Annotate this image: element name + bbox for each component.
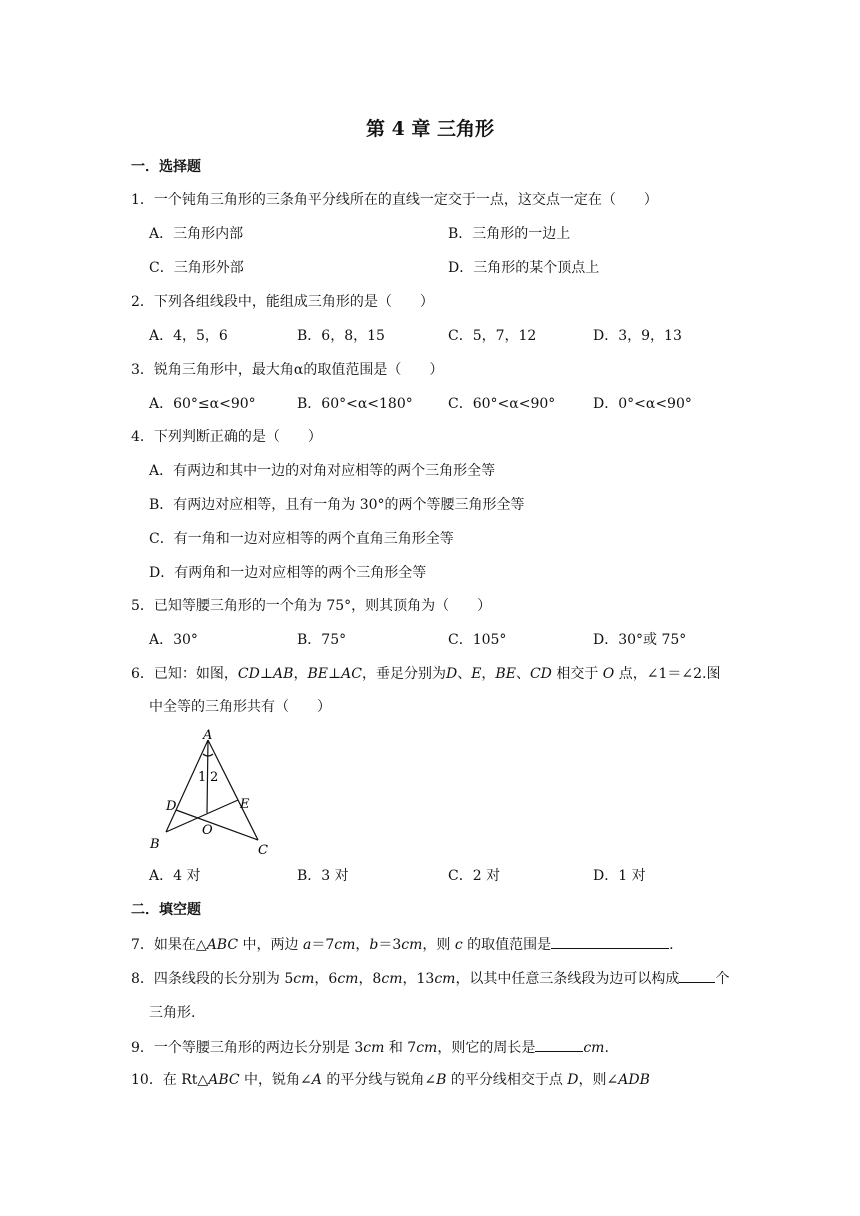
question-6-triangle-figure	[140, 726, 280, 858]
question-6-option-b: B．3 对	[297, 868, 349, 884]
answer-blank	[551, 934, 669, 949]
vertex-b-label: B	[150, 837, 160, 852]
point-d-label: D	[166, 799, 177, 814]
question-1-option-c: C．三角形外部	[149, 260, 244, 276]
section-choice-heading: 一．选择题	[131, 159, 201, 175]
segment-ab	[166, 740, 208, 832]
question-5-option-d: D．30°或 75°	[593, 632, 687, 648]
vertex-a-label: A	[203, 728, 213, 743]
section-fill-heading: 二．填空题	[131, 902, 201, 918]
question-5-option-b: B．75°	[297, 632, 347, 648]
answer-blank	[535, 1037, 583, 1052]
question-4-option-b: B．有两边对应相等，且有一角为 30°的两个等腰三角形全等	[149, 497, 525, 513]
angle-1-label: 1	[198, 770, 207, 785]
question-6-stem-line1: 6．已知：如图，CD⊥AB，BE⊥AC，垂足分别为D、E，BE、CD 相交于 O 点，∠1＝∠2.图	[131, 666, 721, 682]
point-e-label: E	[240, 797, 250, 812]
question-3-option-b: B．60°<α<180°	[297, 396, 413, 412]
question-8-stem-line2: 三角形.	[149, 1005, 196, 1021]
question-9-stem: 9．一个等腰三角形的两边长分别是 3cm 和 7cm，则它的周长是 cm.	[131, 1037, 609, 1058]
question-4-option-a: A．有两边和其中一边的对角对应相等的两个三角形全等	[149, 463, 496, 479]
question-4-option-d: D．有两角和一边对应相等的两个三角形全等	[149, 565, 427, 581]
question-5-stem: 5．已知等腰三角形的一个角为 75°，则其顶角为（ ）	[131, 598, 492, 614]
question-2-option-b: B．6，8，15	[297, 328, 385, 344]
question-6-option-a: A．4 对	[149, 868, 201, 884]
vertex-c-label: C	[258, 843, 268, 858]
page-title: 第 4 章 三角形	[365, 118, 495, 140]
question-3-stem: 3．锐角三角形中，最大角α的取值范围是（ ）	[131, 362, 444, 378]
question-2-option-d: D．3，9，13	[593, 328, 682, 344]
question-6-stem-line2: 中全等的三角形共有（ ）	[149, 699, 331, 715]
question-3-option-d: D．0°<α<90°	[593, 396, 692, 412]
question-10-stem: 10．在 Rt△ABC 中，锐角∠A 的平分线与锐角∠B 的平分线相交于点 D，则∠ADB	[131, 1072, 650, 1088]
question-5-option-a: A．30°	[149, 632, 198, 648]
question-8-stem-line1: 8．四条线段的长分别为 5cm，6cm，8cm，13cm，以其中任意三条线段为边可以构成 个	[131, 968, 729, 989]
question-1-option-b: B．三角形的一边上	[448, 226, 571, 242]
question-6-option-d: D．1 对	[593, 868, 646, 884]
question-6-option-c: C．2 对	[448, 868, 501, 884]
question-5-option-c: C．105°	[448, 632, 507, 648]
angle-2-label: 2	[210, 770, 219, 785]
question-3-option-c: C．60°<α<90°	[448, 396, 556, 412]
question-2-stem: 2．下列各组线段中，能组成三角形的是（ ）	[131, 294, 434, 310]
question-2-option-a: A．4，5，6	[149, 328, 228, 344]
question-2-option-c: C．5，7，12	[448, 328, 537, 344]
answer-blank	[679, 968, 715, 983]
question-4-option-c: C．有一角和一边对应相等的两个直角三角形全等	[149, 531, 454, 547]
question-4-stem: 4．下列判断正确的是（ ）	[131, 429, 322, 445]
question-3-option-a: A．60°≤α<90°	[149, 396, 256, 412]
question-7-stem: 7．如果在△ABC 中，两边 a＝7cm，b＝3cm，则 c 的取值范围是 .	[131, 934, 674, 955]
point-o-label: O	[202, 823, 213, 838]
segment-ao	[207, 740, 208, 813]
question-1-option-d: D．三角形的某个顶点上	[448, 260, 600, 276]
question-1-stem: 1．一个钝角三角形的三条角平分线所在的直线一定交于一点，这交点一定在（ ）	[131, 192, 658, 208]
question-1-option-a: A．三角形内部	[149, 226, 244, 242]
